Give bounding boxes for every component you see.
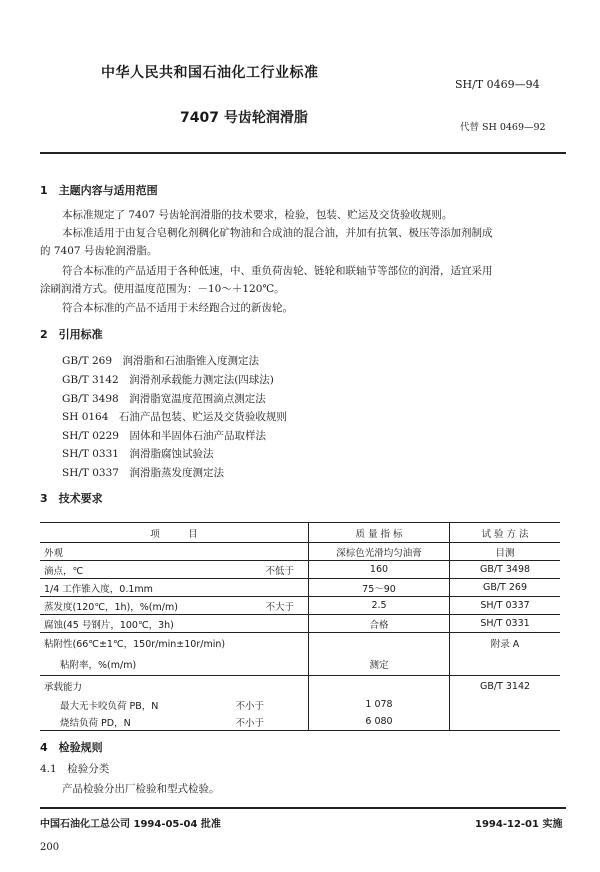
section-1-para-4: 符合本标准的产品不适用于未经跑合过的新齿轮。 [62, 302, 293, 314]
standard-number: SH/T 0469—94 [455, 78, 540, 91]
row-value: 1 078 [309, 696, 450, 713]
header-test-method: 试 验 方 法 [450, 523, 561, 543]
row-item: 滴点，℃ [44, 565, 84, 577]
row-method: 目测 [450, 543, 561, 561]
row-method [450, 696, 561, 713]
row-value: 深棕色光滑均匀油膏 [309, 543, 450, 561]
reference-item: SH/T 0337 润滑脂蒸发度测定法 [62, 467, 224, 479]
table-row [40, 696, 560, 713]
row-item: 粘附性(66℃±1℃，150r/min±10r/min) [44, 639, 226, 650]
section-1-para-2: 本标准适用于由复合皂稠化剂稠化矿物油和合成油的混合油，并加有抗氧、极压等添加剂制成 [62, 227, 493, 239]
reference-item: GB/T 3142 润滑剂承载能力测定法(四球法) [62, 374, 274, 386]
footer-rule [40, 807, 566, 809]
table-row [40, 676, 560, 697]
section-2-heading: 2 引用标准 [40, 328, 103, 341]
section-1-para-2-cont: 的 7407 号齿轮润滑脂。 [40, 245, 158, 257]
section-1-heading: 1 主题内容与适用范围 [40, 184, 158, 197]
row-method: SH/T 0331 [450, 615, 561, 633]
table-row [40, 633, 560, 654]
table-row [40, 615, 560, 633]
row-item: 粘附率，%(m/m) [60, 660, 137, 671]
row-limit: 不大于 [265, 601, 294, 613]
row-item: 腐蚀(45 号钢片，100℃，3h) [44, 619, 174, 631]
row-item: 承载能力 [44, 682, 83, 693]
row-method [450, 713, 561, 731]
row-value: 6 080 [309, 713, 450, 731]
reference-item: SH/T 0229 固体和半固体石油产品取样法 [62, 430, 266, 442]
table-header-row [40, 523, 560, 543]
row-method: GB/T 3142 [479, 680, 531, 692]
row-method: GB/T 269 [450, 579, 561, 597]
section-1-para-1: 本标准规定了 7407 号齿轮润滑脂的技术要求，检验，包装、贮运及交货验收规则。 [62, 209, 453, 221]
row-value: 160 [309, 561, 450, 579]
row-item: 烧结负荷 PD，N [60, 717, 131, 729]
row-item: 蒸发度(120℃，1h)，%(m/m) [44, 601, 178, 613]
reference-item: GB/T 269 润滑脂和石油脂锥入度测定法 [62, 355, 260, 367]
table-row [40, 543, 560, 561]
section-3-heading: 3 技术要求 [40, 492, 103, 505]
header-item: 项 目 [40, 523, 309, 543]
reference-item: GB/T 3498 润滑脂宽温度范围滴点测定法 [62, 393, 266, 405]
row-value [309, 676, 450, 697]
row-value: 合格 [309, 615, 450, 633]
page-number: 200 [40, 842, 60, 853]
row-item: 1/4 工作锥入度，0.1mm [44, 583, 153, 595]
row-value: 2.5 [309, 597, 450, 615]
section-4-1-heading: 4.1 检验分类 [40, 763, 110, 775]
table-row [40, 579, 560, 597]
replaces-note: 代替 SH 0469—92 [460, 122, 546, 133]
reference-item: SH 0164 石油产品包装、贮运及交货验收规则 [62, 411, 287, 423]
row-limit: 不小于 [235, 717, 264, 729]
technical-requirements-table [40, 522, 560, 731]
row-value: 测定 [309, 653, 450, 676]
reference-item: SH/T 0331 润滑脂腐蚀试验法 [62, 448, 214, 460]
issuer-approval: 中国石油化工总公司 1994-05-04 批准 [40, 819, 221, 830]
document-title: 7407 号齿轮润滑脂 [180, 110, 308, 126]
row-method: GB/T 3498 [450, 561, 561, 579]
section-4-para-1: 产品检验分出厂检验和型式检验。 [62, 783, 220, 795]
section-1-para-3-cont: 涂刷润滑方式。使用温度范围为：－10～＋120℃。 [40, 283, 285, 295]
table-row [40, 561, 560, 579]
section-1-para-3: 符合本标准的产品适用于各种低速，中、重负荷齿轮、链轮和联轴节等部位的润滑，适宜采用 [62, 265, 493, 277]
row-value: 75～90 [309, 579, 450, 597]
org-title: 中华人民共和国石油化工行业标准 [101, 65, 319, 81]
header-quality-index: 质 量 指 标 [309, 523, 450, 543]
row-method: 附录 A [490, 639, 520, 650]
table-row [40, 653, 560, 676]
table-row [40, 597, 560, 615]
section-4-heading: 4 检验规则 [40, 741, 103, 754]
row-value [309, 633, 450, 654]
row-limit: 不低于 [265, 565, 294, 577]
header-rule [40, 152, 566, 154]
row-method: SH/T 0337 [450, 597, 561, 615]
row-item: 外观 [44, 547, 64, 559]
row-method [450, 653, 561, 676]
row-limit: 不小于 [235, 700, 264, 712]
row-item: 最大无卡咬负荷 PB，N [60, 700, 159, 712]
table-row [40, 713, 560, 731]
effective-date: 1994-12-01 实施 [475, 819, 563, 830]
